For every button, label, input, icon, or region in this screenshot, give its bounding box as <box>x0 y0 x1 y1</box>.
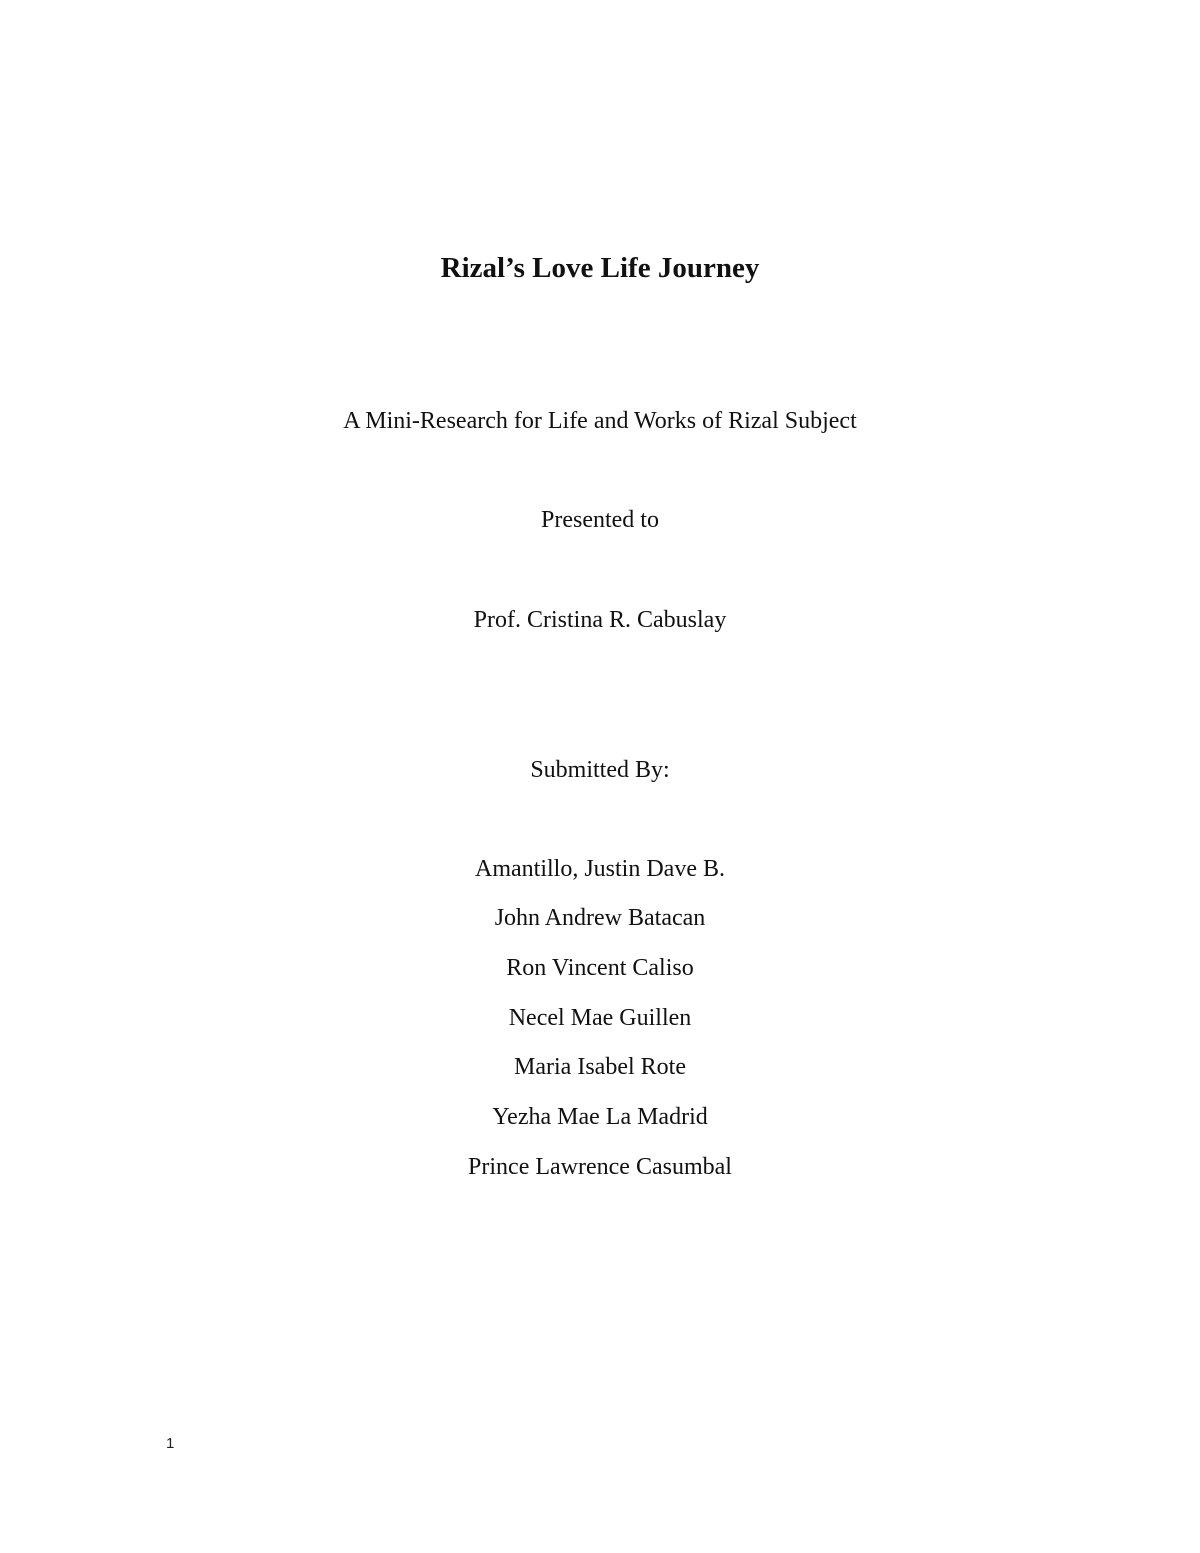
submitted-by-label: Submitted By: <box>530 757 670 783</box>
document-title: Rizal’s Love Life Journey <box>440 252 760 284</box>
author-name: John Andrew Batacan <box>494 905 706 931</box>
author-name: Prince Lawrence Casumbal <box>468 1154 732 1180</box>
author-name: Necel Mae Guillen <box>508 1005 692 1031</box>
page-number: 1 <box>166 1435 175 1452</box>
presented-to-label: Presented to <box>541 507 659 533</box>
professor-name: Prof. Cristina R. Cabuslay <box>473 607 727 633</box>
author-name: Maria Isabel Rote <box>514 1054 686 1080</box>
author-name: Yezha Mae La Madrid <box>492 1104 708 1130</box>
author-name: Ron Vincent Caliso <box>506 955 694 981</box>
document-subtitle: A Mini-Research for Life and Works of Rizal Subject <box>343 408 857 434</box>
author-name: Amantillo, Justin Dave B. <box>475 856 725 882</box>
